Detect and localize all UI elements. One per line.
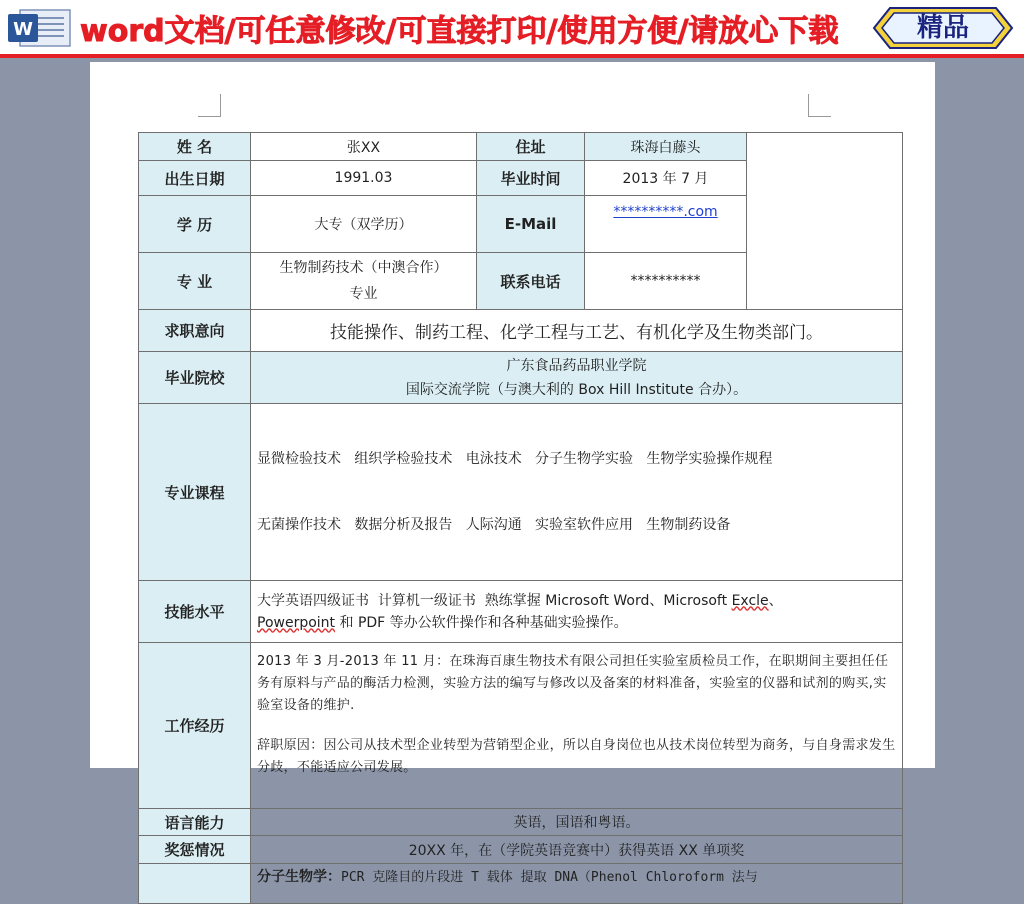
ms-word-icon bbox=[6, 6, 74, 50]
birth-label: 出生日期 bbox=[139, 161, 251, 196]
table-row bbox=[139, 643, 903, 809]
intent-value: 技能操作、制药工程、化学工程与工艺、有机化学及生物类部门。 bbox=[251, 310, 903, 352]
email-value-cell bbox=[585, 196, 747, 253]
extra-label bbox=[139, 864, 251, 904]
skills-line-1-misspelled: Excle bbox=[731, 592, 769, 609]
education-value: 大专（双学历） bbox=[251, 196, 477, 253]
skills-line-1 bbox=[257, 590, 896, 612]
table-row bbox=[139, 581, 903, 643]
table-row bbox=[139, 404, 903, 581]
phone-label: 联系电话 bbox=[477, 253, 585, 310]
major-value-line-2: 专业 bbox=[349, 286, 378, 302]
school-value-line-1: 广东食品药品职业学院 bbox=[506, 357, 647, 374]
work-paragraph-gap bbox=[257, 717, 896, 735]
language-label: 语言能力 bbox=[139, 809, 251, 836]
major-label: 专 业 bbox=[139, 253, 251, 310]
work-value bbox=[251, 643, 903, 809]
phone-value: ********** bbox=[585, 253, 747, 310]
birth-value: 1991.03 bbox=[251, 161, 477, 196]
address-value: 珠海白藤头 bbox=[585, 133, 747, 161]
work-label: 工作经历 bbox=[139, 643, 251, 809]
table-row bbox=[139, 310, 903, 352]
resume-table bbox=[138, 132, 903, 904]
email-label: E-Mail bbox=[477, 196, 585, 253]
document-page bbox=[90, 62, 935, 885]
major-value bbox=[251, 253, 477, 310]
molecular-biology-heading: 分子生物学： bbox=[257, 869, 341, 885]
promo-banner bbox=[0, 0, 1024, 58]
quality-badge bbox=[868, 4, 1018, 52]
courses-value bbox=[251, 404, 903, 581]
courses-label: 专业课程 bbox=[139, 404, 251, 581]
banner-title: word文档/可任意修改/可直接打印/使用方便/请放心下载 bbox=[80, 14, 839, 49]
courses-line-1: 显微检验技术 组织学检验技术 电泳技术 分子生物学实验 生物学实验操作规程 bbox=[257, 451, 773, 467]
page-margin-corner-right bbox=[808, 94, 831, 117]
skills-line-1-text: 大学英语四级证书 计算机一级证书 熟练掌握 Microsoft Word、Microsoft bbox=[257, 592, 732, 609]
molecular-biology-value bbox=[251, 864, 903, 904]
awards-value: 20XX 年，在（学院英语竞赛中）获得英语 XX 单项奖 bbox=[251, 836, 903, 864]
badge-label: 精品 bbox=[916, 13, 969, 43]
skills-line-2-misspelled: Powerpoint bbox=[257, 614, 336, 631]
molecular-biology-text: PCR 克隆目的片段进 T 载体 提取 DNA（Phenol Chloroform 法与 bbox=[341, 870, 758, 885]
name-label: 姓 名 bbox=[139, 133, 251, 161]
table-row bbox=[139, 133, 903, 161]
address-label: 住址 bbox=[477, 133, 585, 161]
school-value-line-2: 国际交流学院（与澳大利的 Box Hill Institute 合办）。 bbox=[405, 381, 748, 398]
courses-line-2: 无菌操作技术 数据分析及报告 人际沟通 实验室软件应用 生物制药设备 bbox=[257, 517, 731, 533]
table-row bbox=[139, 864, 903, 904]
grad-time-value: 2013 年 7 月 bbox=[585, 161, 747, 196]
name-value: 张XX bbox=[251, 133, 477, 161]
svg-text:W: W bbox=[13, 19, 33, 40]
school-label: 毕业院校 bbox=[139, 352, 251, 404]
email-link[interactable]: **********.com bbox=[613, 204, 718, 220]
work-paragraph-1: 2013 年 3 月-2013 年 11 月：在珠海百康生物技术有限公司担任实验室质检员工作，在职期间主要担任任务有原料与产品的酶活力检测，实验方法的编写与修改以及备案的材料准备，实验室的仪器和试剂的购买,实验室设备的维护. bbox=[257, 654, 889, 713]
table-row bbox=[139, 352, 903, 404]
table-row bbox=[139, 809, 903, 836]
intent-label: 求职意向 bbox=[139, 310, 251, 352]
education-label: 学 历 bbox=[139, 196, 251, 253]
page-margin-corner-left bbox=[198, 94, 221, 117]
grad-time-label: 毕业时间 bbox=[477, 161, 585, 196]
skills-line-1-end: 、 bbox=[768, 592, 783, 609]
school-value bbox=[251, 352, 903, 404]
photo-cell bbox=[747, 133, 903, 310]
skills-line-2-text: 和 PDF 等办公软件操作和各种基础实验操作。 bbox=[335, 614, 628, 631]
table-row bbox=[139, 836, 903, 864]
awards-label: 奖惩情况 bbox=[139, 836, 251, 864]
skills-value bbox=[251, 581, 903, 643]
skills-line-2 bbox=[257, 612, 896, 634]
language-value: 英语，国语和粤语。 bbox=[251, 809, 903, 836]
work-paragraph-2: 辞职原因：因公司从技术型企业转型为营销型企业，所以自身岗位也从技术岗位转型为商务，与自身需求发生分歧，不能适应公司发展。 bbox=[257, 738, 896, 775]
skills-label: 技能水平 bbox=[139, 581, 251, 643]
major-value-line-1: 生物制药技术（中澳合作） bbox=[279, 260, 448, 276]
